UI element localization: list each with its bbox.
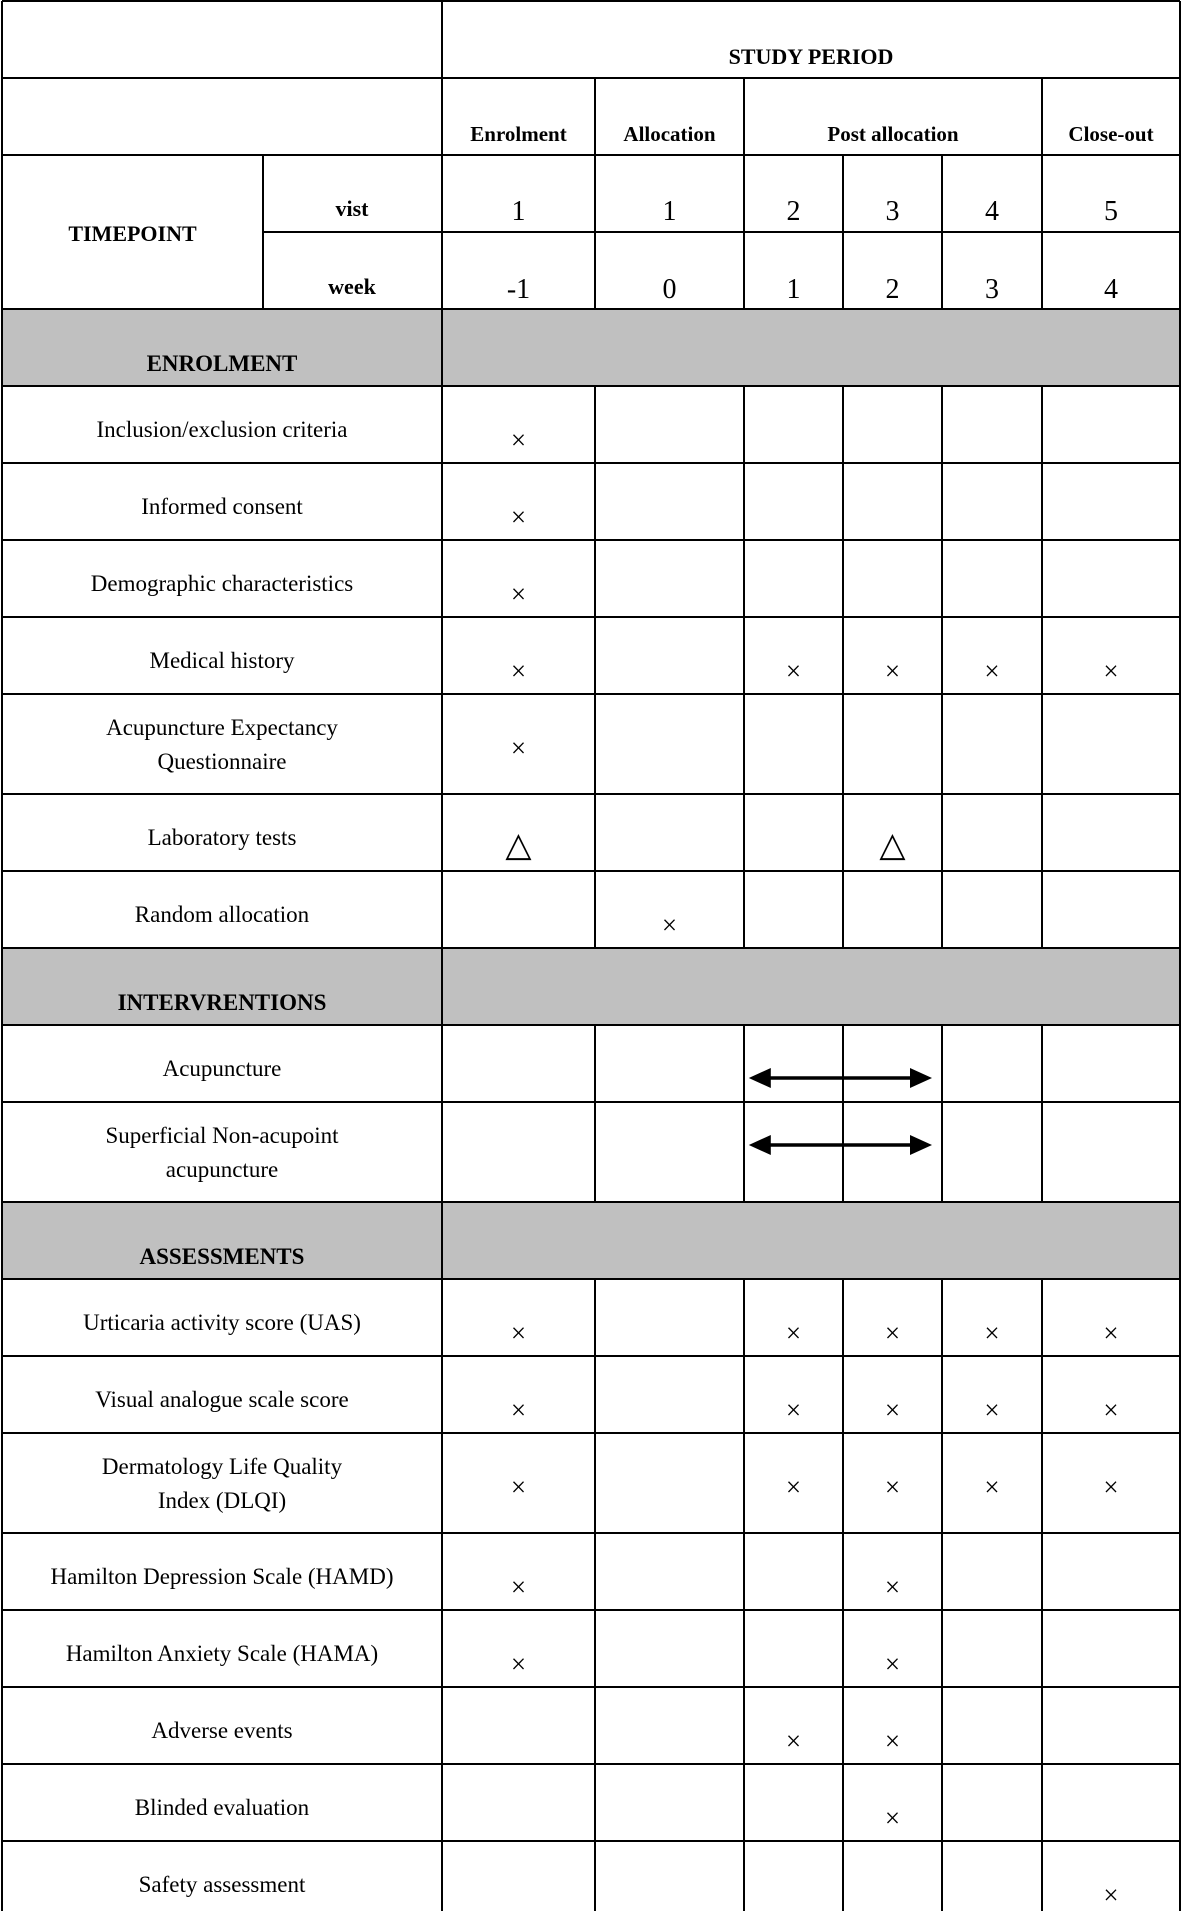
row-label: Demographic characteristics [90,571,354,596]
cross-mark: × [1103,656,1119,686]
cross-mark: × [785,1318,802,1348]
week-number: -1 [506,274,531,305]
cross-mark: × [984,656,1000,686]
row-label: Acupuncture [162,1056,282,1081]
cross-mark: × [510,733,527,763]
cross-mark: × [785,1726,802,1756]
row-label: Hamilton Anxiety Scale (HAMA) [65,1641,379,1666]
cross-mark: × [510,579,527,609]
row-label: acupuncture [165,1157,279,1182]
arrow-right-head [910,1068,932,1088]
cross-mark: × [510,1318,527,1348]
row-label: Inclusion/exclusion criteria [96,417,348,442]
cross-mark: × [984,1472,1000,1502]
row-label: Blinded evaluation [134,1795,310,1820]
row-label: Adverse events [151,1718,293,1743]
row-label: Index (DLQI) [157,1488,287,1513]
week-number: 3 [985,274,999,305]
phase-enrolment-header: Enrolment [470,122,567,146]
phase-allocation-header: Allocation [623,122,716,146]
arrow-left-head [749,1068,771,1088]
week-row-label: week [328,274,376,299]
row-label: Acupuncture Expectancy [106,715,338,740]
cross-mark: × [884,1649,901,1679]
visit-number: 4 [985,196,999,227]
cross-mark: × [884,1472,901,1502]
visit-number: 5 [1104,196,1118,227]
cross-mark: × [510,1472,527,1502]
visit-number: 3 [885,196,900,227]
cross-mark: × [884,656,901,686]
visit-row-label: vist [335,196,369,221]
cross-mark: × [1103,1880,1119,1910]
cross-mark: × [510,656,527,686]
triangle-mark: △ [505,827,532,864]
cross-mark: × [884,1318,901,1348]
visit-number: 1 [662,196,677,227]
cross-mark: × [785,656,802,686]
row-label: Random allocation [134,902,310,927]
row-label: Safety assessment [138,1872,306,1897]
visit-number: 2 [786,196,801,227]
cross-mark: × [984,1318,1000,1348]
week-number: 1 [786,274,801,305]
section-title: ASSESSMENTS [139,1244,305,1269]
week-number: 4 [1104,274,1118,305]
week-number: 0 [662,274,677,305]
row-label: Visual analogue scale score [95,1387,349,1412]
row-label: Questionnaire [157,749,287,774]
row-label: Hamilton Depression Scale (HAMD) [50,1564,394,1589]
cross-mark: × [785,1395,802,1425]
visit-number: 1 [511,196,526,227]
cross-mark: × [661,910,678,940]
cross-mark: × [785,1472,802,1502]
week-number: 2 [885,274,900,305]
cross-mark: × [510,1649,527,1679]
cross-mark: × [884,1726,901,1756]
cross-mark: × [1103,1318,1119,1348]
row-label: Dermatology Life Quality [101,1454,343,1479]
cross-mark: × [884,1395,901,1425]
section-title: ENROLMENT [146,351,298,376]
row-label: Urticaria activity score (UAS) [83,1310,361,1335]
cross-mark: × [1103,1395,1119,1425]
cross-mark: × [1103,1472,1119,1502]
triangle-mark: △ [879,827,906,864]
row-label: Laboratory tests [147,825,297,850]
timepoint-label: TIMEPOINT [68,221,197,246]
arrow-left-head [749,1135,771,1155]
section-title: INTERVRENTIONS [117,990,327,1015]
row-label: Medical history [149,648,295,673]
study-period-header: STUDY PERIOD [728,44,894,69]
cross-mark: × [510,1572,527,1602]
cross-mark: × [510,1395,527,1425]
cross-mark: × [884,1572,901,1602]
row-label: Informed consent [141,494,303,519]
cross-mark: × [984,1395,1000,1425]
cross-mark: × [884,1803,901,1833]
phase-post-allocation-header: Post allocation [827,122,959,146]
cross-mark: × [510,425,527,455]
row-label: Superficial Non-acupoint [105,1123,339,1148]
cross-mark: × [510,502,527,532]
phase-close-out-header: Close-out [1068,122,1154,146]
arrow-right-head [910,1135,932,1155]
